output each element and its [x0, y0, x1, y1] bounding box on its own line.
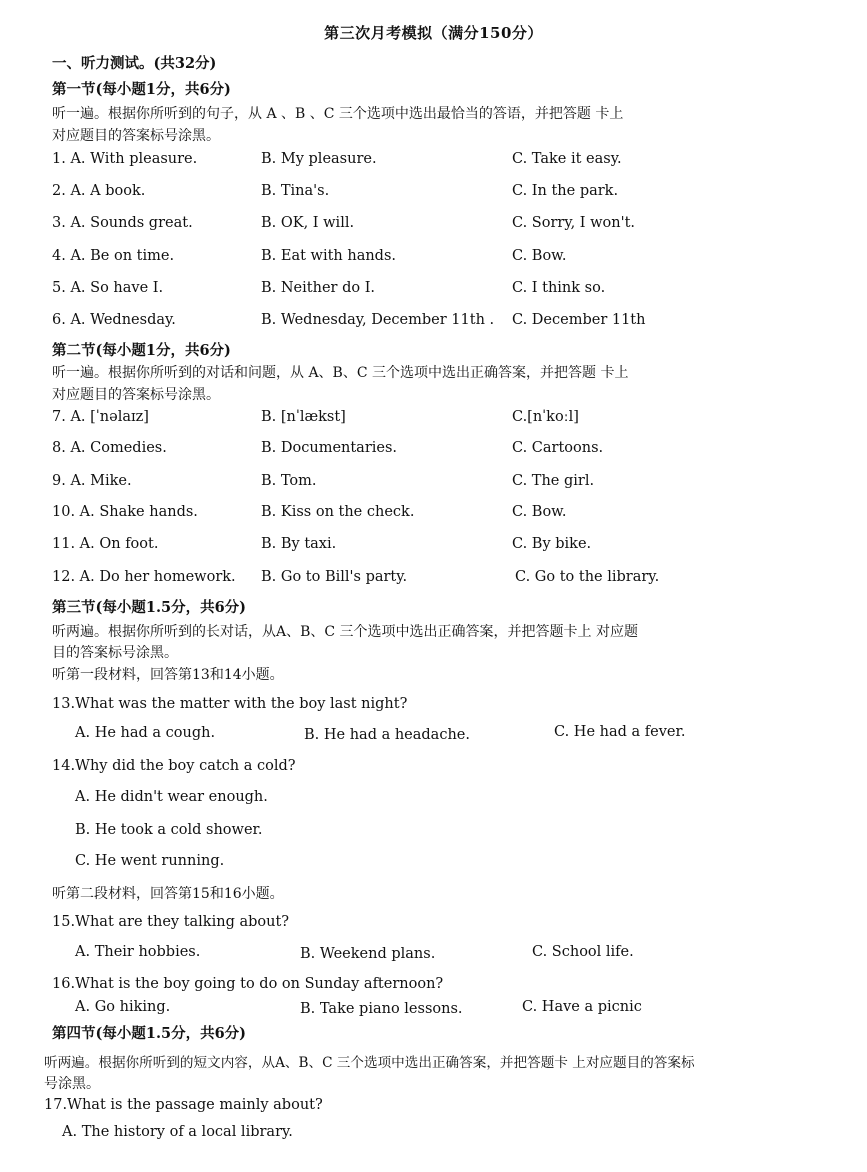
- section-4-instruction: 听两遍。根据你所听到的短文内容，从A、B、C 三个选项中选出正确答案，并把答题卡 上对应题目的答案标: [44, 1055, 695, 1071]
- q6-option-c: C. December 11th: [512, 312, 646, 328]
- q4-option-a: 4. A. Be on time.: [52, 248, 175, 264]
- q9-option-a: 9. A. Mike.: [52, 473, 132, 489]
- q11-option-c: C. By bike.: [512, 536, 592, 552]
- q11-option-b: B. By taxi.: [261, 536, 337, 552]
- q14-question: 14.Why did the boy catch a cold?: [52, 758, 296, 774]
- q10-option-c: C. Bow.: [512, 504, 567, 520]
- section-1-heading: 第一节(每小题1分，共6分): [52, 81, 231, 98]
- q3-option-b: B. OK, I will.: [261, 215, 355, 231]
- q2-option-c: C. In the park.: [512, 183, 619, 199]
- material-1-label: 听第一段材料，回答第13和14小题。: [52, 667, 284, 683]
- q15-question: 15.What are they talking about?: [52, 914, 290, 930]
- material-2-label: 听第二段材料，回答第15和16小题。: [52, 886, 284, 902]
- section-2-instruction-cont: 对应题目的答案标号涂黑。: [52, 387, 220, 403]
- q14-option-c: C. He went running.: [75, 853, 225, 869]
- section-3-instruction-cont: 目的答案标号涂黑。: [52, 645, 178, 661]
- q16-option-c: C. Have a picnic: [522, 999, 642, 1015]
- section-2-instruction: 听一遍。根据你所听到的对话和问题，从 A、B、C 三个选项中选出正确答案，并把答题 卡上: [52, 365, 629, 381]
- q3-option-a: 3. A. Sounds great.: [52, 215, 193, 231]
- section-4-heading: 第四节(每小题1.5分，共6分): [52, 1025, 247, 1042]
- q8-option-c: C. Cartoons.: [512, 440, 604, 456]
- q13-option-c: C. He had a fever.: [554, 724, 686, 740]
- section-3-heading: 第三节(每小题1.5分，共6分): [52, 599, 247, 616]
- q4-option-c: C. Bow.: [512, 248, 567, 264]
- q7-option-a: 7. A. [ˈnəlaɪz]: [52, 409, 149, 425]
- q6-option-a: 6. A. Wednesday.: [52, 312, 176, 328]
- q16-question: 16.What is the boy going to do on Sunday afternoon?: [52, 976, 444, 992]
- q1-option-b: B. My pleasure.: [261, 151, 377, 167]
- section-1-instruction: 听一遍。根据你所听到的句子，从 A 、B 、C 三个选项中选出最恰当的答语，并把答题 卡上: [52, 106, 624, 122]
- q3-option-c: C. Sorry, I won't.: [512, 215, 636, 231]
- q6-option-b: B. Wednesday, December 11th .: [261, 312, 495, 328]
- q5-option-c: C. I think so.: [512, 280, 606, 296]
- q9-option-c: C. The girl.: [512, 473, 595, 489]
- q2-option-a: 2. A. A book.: [52, 183, 146, 199]
- q15-option-c: C. School life.: [532, 944, 634, 960]
- q16-option-b: B. Take piano lessons.: [300, 1001, 463, 1017]
- q12-option-b: B. Go to Bill's party.: [261, 569, 408, 585]
- q11-option-a: 11. A. On foot.: [52, 536, 159, 552]
- q13-question: 13.What was the matter with the boy last night?: [52, 696, 408, 712]
- q7-option-c: C.[nˈkoːl]: [512, 409, 579, 425]
- q8-option-b: B. Documentaries.: [261, 440, 398, 456]
- q7-option-b: B. [nˈlækst]: [261, 409, 346, 425]
- section-1-instruction-cont: 对应题目的答案标号涂黑。: [52, 128, 220, 144]
- section-3-instruction: 听两遍。根据你所听到的长对话，从A、B、C 三个选项中选出正确答案，并把答题卡上 对应题: [52, 624, 639, 640]
- q17-option-a: A. The history of a local library.: [62, 1124, 293, 1140]
- q13-option-a: A. He had a cough.: [75, 725, 216, 741]
- part-one-heading: 一、听力测试。(共32分): [52, 55, 217, 72]
- q10-option-a: 10. A. Shake hands.: [52, 504, 198, 520]
- q15-option-a: A. Their hobbies.: [75, 944, 201, 960]
- q5-option-a: 5. A. So have I.: [52, 280, 164, 296]
- section-4-instruction-cont: 号涂黑。: [44, 1076, 100, 1092]
- q14-option-a: A. He didn't wear enough.: [75, 789, 268, 805]
- q4-option-b: B. Eat with hands.: [261, 248, 397, 264]
- q16-option-a: A. Go hiking.: [75, 999, 171, 1015]
- q17-question: 17.What is the passage mainly about?: [44, 1097, 323, 1113]
- q1-option-a: 1. A. With pleasure.: [52, 151, 198, 167]
- q13-option-b: B. He had a headache.: [304, 727, 470, 743]
- q8-option-a: 8. A. Comedies.: [52, 440, 167, 456]
- q1-option-c: C. Take it easy.: [512, 151, 622, 167]
- section-2-heading: 第二节(每小题1分，共6分): [52, 342, 231, 359]
- q12-option-a: 12. A. Do her homework.: [52, 569, 236, 585]
- page-title: 第三次月考模拟（满分150分）: [324, 24, 543, 42]
- q2-option-b: B. Tina's.: [261, 183, 330, 199]
- q10-option-b: B. Kiss on the check.: [261, 504, 415, 520]
- q9-option-b: B. Tom.: [261, 473, 317, 489]
- q12-option-c: C. Go to the library.: [515, 569, 660, 585]
- q15-option-b: B. Weekend plans.: [300, 946, 436, 962]
- q5-option-b: B. Neither do I.: [261, 280, 376, 296]
- q14-option-b: B. He took a cold shower.: [75, 822, 263, 838]
